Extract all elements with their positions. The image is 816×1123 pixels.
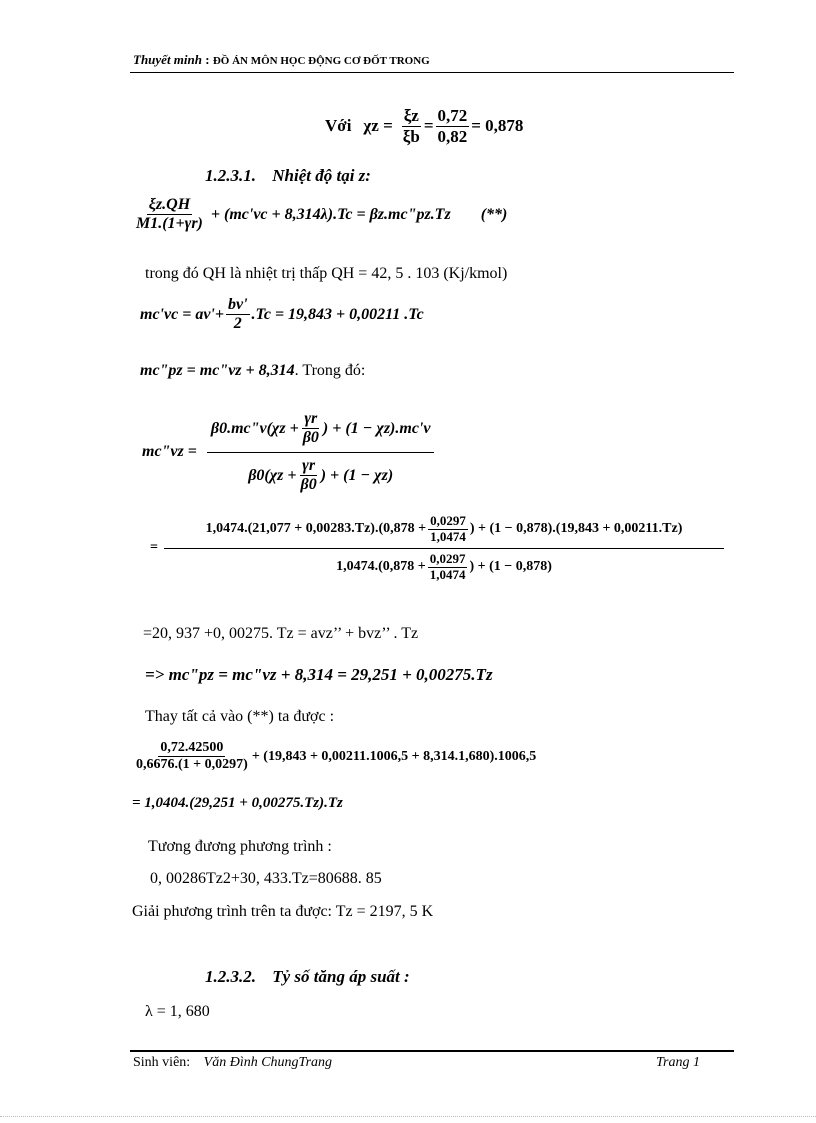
- equation-mcvz: [142, 410, 434, 495]
- section-number: 1.2.3.1.: [205, 166, 256, 185]
- fraction-den: 1,0474: [429, 566, 466, 582]
- section-heading-2: [205, 967, 410, 987]
- footer: [133, 1055, 332, 1071]
- denominator-part-b: ) + (1 − 0,878): [469, 559, 552, 575]
- fraction-den: 2: [233, 315, 242, 333]
- header-title: ĐỒ ÁN MÔN HỌC ĐỘNG CƠ ĐỐT TRONG: [212, 55, 430, 67]
- formula-chi: Với χz = $\frac{\xi z}{\xi b}$ = $\frac{0,72}{0,82}$ = 0,878: [325, 106, 524, 146]
- page-bottom-border: [0, 1116, 816, 1117]
- header-label: Thuyết minh: [133, 52, 202, 67]
- fraction-mcvz-numerator: [207, 410, 435, 453]
- fraction-bv: [226, 296, 250, 334]
- fraction-num: 0,72: [437, 106, 468, 125]
- fraction-small: [428, 514, 468, 545]
- numerator-part-a: β0.mc"v(χz +: [210, 419, 299, 437]
- denominator-part-a: 1,0474.(0,878 +: [336, 559, 426, 575]
- fraction-num: bv': [226, 296, 250, 315]
- denominator-part-b: ) + (1 − χz): [320, 466, 394, 484]
- header-separator: :: [202, 52, 213, 67]
- fraction-num: ξz: [403, 106, 419, 125]
- fraction-small: [428, 552, 468, 583]
- section-number: 1.2.3.2.: [205, 967, 256, 986]
- fraction-den: 0,82: [437, 126, 468, 146]
- equation-substitute-line2: = 1,0404.(29,251 + 0,00275.Tz).Tz: [132, 795, 343, 811]
- footer-name: Văn Đình ChungTrang: [203, 1055, 333, 1070]
- fraction-den: β0: [302, 429, 319, 447]
- fraction-gamma: [299, 457, 319, 495]
- equation-mcpz: [140, 362, 365, 380]
- numerator-part-b: ) + (1 − χz).mc'v: [322, 419, 431, 437]
- fraction-den: β0: [300, 476, 317, 494]
- footer-page: Trang 1: [656, 1055, 700, 1070]
- equation-numeric: [150, 514, 724, 583]
- fraction-q: [134, 196, 205, 234]
- equation-main: [132, 196, 507, 234]
- page-header: [133, 52, 430, 68]
- text-substitute: Thay tất cả vào (**) ta được :: [145, 708, 335, 725]
- equation-quadratic: 0, 00286Tz2+30, 433.Tz=80688. 85: [150, 870, 382, 887]
- denominator-part-a: β0(χz +: [248, 466, 297, 484]
- header-rule: [130, 72, 734, 73]
- fraction-numeric-denominator: [336, 549, 552, 583]
- section-title: Nhiệt độ tại z:: [272, 166, 371, 185]
- fraction-num: ξz.QH: [147, 196, 192, 215]
- fraction-num: γr: [300, 457, 317, 476]
- formula-chi-lhs: χz =: [363, 116, 393, 136]
- fraction-numeric-numerator: [164, 514, 724, 549]
- text-qh: trong đó QH là nhiệt trị thấp QH = 42, 5 . 103 (Kj/kmol): [145, 265, 508, 282]
- fraction-num: 0,72.42500: [158, 740, 225, 757]
- formula-chi-prefix: Với: [325, 116, 352, 136]
- fraction-value: [436, 106, 470, 146]
- equation-mcvc-lhs: mc'vc = av'+: [140, 305, 224, 323]
- formula-chi-result: = 0,878: [471, 116, 524, 136]
- numerator-part-a: 1,0474.(21,077 + 0,00283.Tz).(0,878 +: [205, 521, 427, 537]
- fraction-num: γr: [302, 410, 319, 429]
- equals-sign: =: [150, 540, 158, 556]
- fraction-subst: [134, 740, 250, 773]
- fraction-mcvz-denominator: [248, 453, 393, 495]
- fraction-numeric: [164, 514, 724, 583]
- fraction-xi: [401, 106, 422, 146]
- footer-label: Sinh viên:: [133, 1055, 191, 1070]
- equation-mcvz-lhs: mc"vz =: [142, 443, 197, 461]
- section-title: Tỷ số tăng áp suất :: [272, 967, 410, 986]
- fraction-den: M1.(1+γr): [136, 215, 203, 233]
- equation-mcpz-trail: . Trong đó:: [294, 362, 366, 379]
- equation-mcvc-rhs: .Tc = 19,843 + 0,00211 .Tc: [251, 305, 424, 323]
- fraction-den: 0,6676.(1 + 0,0297): [136, 757, 248, 773]
- equation-tag: (**): [480, 205, 508, 223]
- fraction-mcvz: [207, 410, 435, 495]
- section-heading-1: [205, 166, 371, 186]
- equation-mcpz2: => mc"pz = mc"vz + 8,314 = 29,251 + 0,00275.Tz: [145, 665, 493, 684]
- footer-rule: [130, 1050, 734, 1052]
- text-result: =20, 937 +0, 00275. Tz = avz’’ + bvz’’ . Tz: [143, 625, 419, 642]
- equation-main-body: + (mc'vc + 8,314λ).Tc = βz.mc"pz.Tz: [210, 205, 451, 223]
- equation-mcpz-expr: mc"pz = mc"vz + 8,314: [140, 362, 295, 379]
- fraction-den: ξb: [402, 126, 420, 146]
- fraction-den: 1,0474: [430, 528, 466, 544]
- text-equivalent: Tương đương phương trình :: [148, 838, 332, 855]
- fraction-num: 0,0297: [430, 513, 466, 528]
- equation-substitute-rhs: + (19,843 + 0,00211.1006,5 + 8,314.1,680).1006,5: [251, 748, 537, 764]
- equation-substitute: [132, 740, 536, 773]
- fraction-gamma: [301, 410, 321, 448]
- lambda-value: λ = 1, 680: [145, 1003, 210, 1020]
- fraction-num: 0,0297: [429, 550, 466, 566]
- numerator-part-b: ) + (1 − 0,878).(19,843 + 0,00211.Tz): [469, 521, 683, 537]
- text-solve: Giải phương trình trên ta được: Tz = 2197, 5 K: [132, 903, 434, 920]
- equation-mcvc: [140, 296, 424, 334]
